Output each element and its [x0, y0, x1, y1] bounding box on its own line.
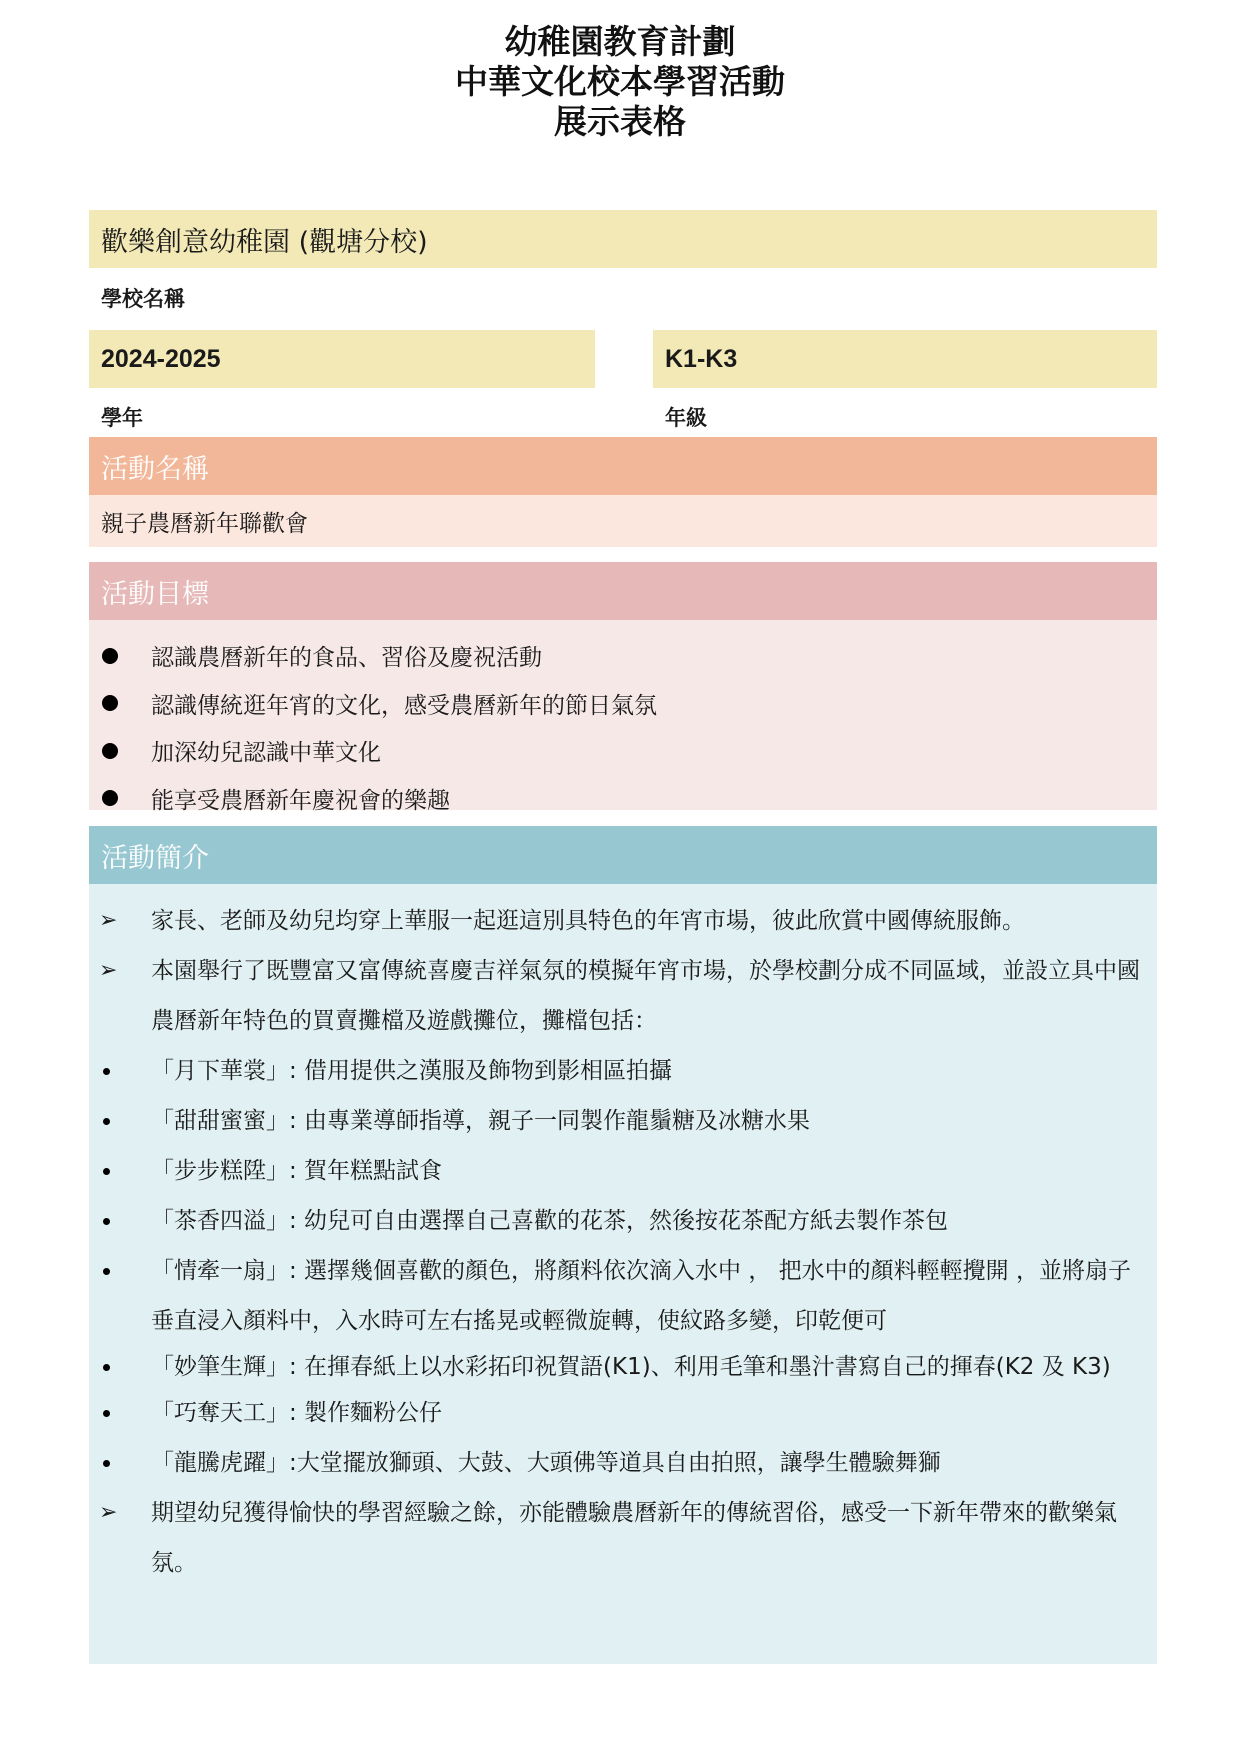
bullet-icon — [103, 1410, 110, 1417]
intro-item — [89, 1246, 1157, 1346]
bullet-icon — [103, 1460, 110, 1467]
intro-text: 「情牽一扇」: 選擇幾個喜歡的顏色，將顏料依次滴入水中 ， 把水中的顏料輕輕攪開 ，並將扇子垂直浸入顏料中，入水時可左右搖晃或輕微旋轉，使紋路多變，印乾便可 — [151, 1258, 1131, 1334]
school-year-label: 學年 — [101, 406, 143, 430]
title-line-3: 展示表格 — [554, 102, 686, 141]
bullet-icon — [103, 1068, 110, 1075]
intro-item — [89, 1196, 1157, 1246]
activity-name-heading: 活動名稱 — [89, 437, 1157, 495]
intro-item — [89, 1438, 1157, 1488]
goal-text: 加深幼兒認識中華文化 — [151, 740, 381, 767]
arrow-bullet-icon: ➢ — [99, 1500, 118, 1525]
school-name-label: 學校名稱 — [101, 287, 185, 311]
bullet-icon — [103, 1118, 110, 1125]
bullet-icon — [103, 1364, 110, 1371]
goal-item — [89, 632, 1157, 680]
goal-item — [89, 680, 1157, 728]
intro-text: 「甜甜蜜蜜」: 由專業導師指導，親子一同製作龍鬚糖及冰糖水果 — [151, 1108, 811, 1134]
title-line-1: 幼稚園教育計劃 — [504, 22, 736, 61]
activity-intro-list — [89, 884, 1157, 1664]
intro-text: 「龍騰虎躍」:大堂擺放獅頭、大鼓、大頭佛等道具自由拍照，讓學生體驗舞獅 — [151, 1450, 941, 1476]
arrow-bullet-icon: ➢ — [99, 908, 118, 933]
activity-goals-list — [89, 620, 1157, 814]
grade-label: 年級 — [665, 406, 707, 430]
bullet-icon — [102, 695, 118, 711]
bullet-icon — [102, 790, 118, 806]
goal-text: 認識農曆新年的食品、習俗及慶祝活動 — [151, 645, 542, 672]
goal-item — [89, 727, 1157, 775]
intro-text: 「巧奪天工」: 製作麵粉公仔 — [151, 1400, 443, 1426]
intro-text: 期望幼兒獲得愉快的學習經驗之餘，亦能體驗農曆新年的傳統習俗，感受一下新年帶來的歡樂氣氛。 — [151, 1500, 1117, 1576]
intro-item — [89, 1046, 1157, 1096]
activity-name-value: 親子農曆新年聯歡會 — [89, 495, 1157, 547]
intro-text: 本園舉行了既豐富又富傳統喜慶吉祥氣氛的模擬年宵市場，於學校劃分成不同區域，並設立具中國農曆新年特色的買賣攤檔及遊戲攤位，攤檔包括： — [151, 958, 1140, 1034]
grade-field: K1-K3 — [653, 330, 1157, 388]
intro-text: 「步步糕陞」: 賀年糕點試食 — [151, 1158, 443, 1184]
intro-text: 「妙筆生輝」: 在揮春紙上以水彩拓印祝賀語(K1)、利用毛筆和墨汁書寫自己的揮春(K2 及 K3) — [151, 1354, 1111, 1380]
bullet-icon — [102, 648, 118, 664]
goal-text: 認識傳統逛年宵的文化，感受農曆新年的節日氣氛 — [151, 692, 657, 719]
goal-text: 能享受農曆新年慶祝會的樂趣 — [151, 787, 450, 814]
intro-item — [89, 946, 1157, 1046]
activity-goals-heading: 活動目標 — [89, 562, 1157, 620]
intro-item — [89, 1146, 1157, 1196]
bullet-icon — [103, 1168, 110, 1175]
document-title — [0, 22, 1240, 142]
activity-intro-heading: 活動簡介 — [89, 826, 1157, 884]
intro-text: 「茶香四溢」: 幼兒可自由選擇自己喜歡的花茶，然後按花茶配方紙去製作茶包 — [151, 1208, 949, 1234]
school-year-field: 2024-2025 — [89, 330, 595, 388]
arrow-bullet-icon: ➢ — [99, 958, 118, 983]
intro-item — [89, 1346, 1157, 1388]
bullet-icon — [102, 743, 118, 759]
school-name-field: 歡樂創意幼稚園 (觀塘分校) — [89, 210, 1157, 268]
intro-text: 家長、老師及幼兒均穿上華服一起逛這別具特色的年宵市場，彼此欣賞中國傳統服飾。 — [151, 908, 1025, 934]
intro-text: 「月下華裳」: 借用提供之漢服及飾物到影相區拍攝 — [151, 1058, 673, 1084]
intro-item — [89, 1096, 1157, 1146]
title-line-2: 中華文化校本學習活動 — [455, 62, 785, 101]
intro-item — [89, 1388, 1157, 1438]
goal-item — [89, 775, 1157, 823]
bullet-icon — [103, 1218, 110, 1225]
intro-item — [89, 896, 1157, 946]
intro-item — [89, 1488, 1157, 1588]
bullet-icon — [103, 1268, 110, 1275]
